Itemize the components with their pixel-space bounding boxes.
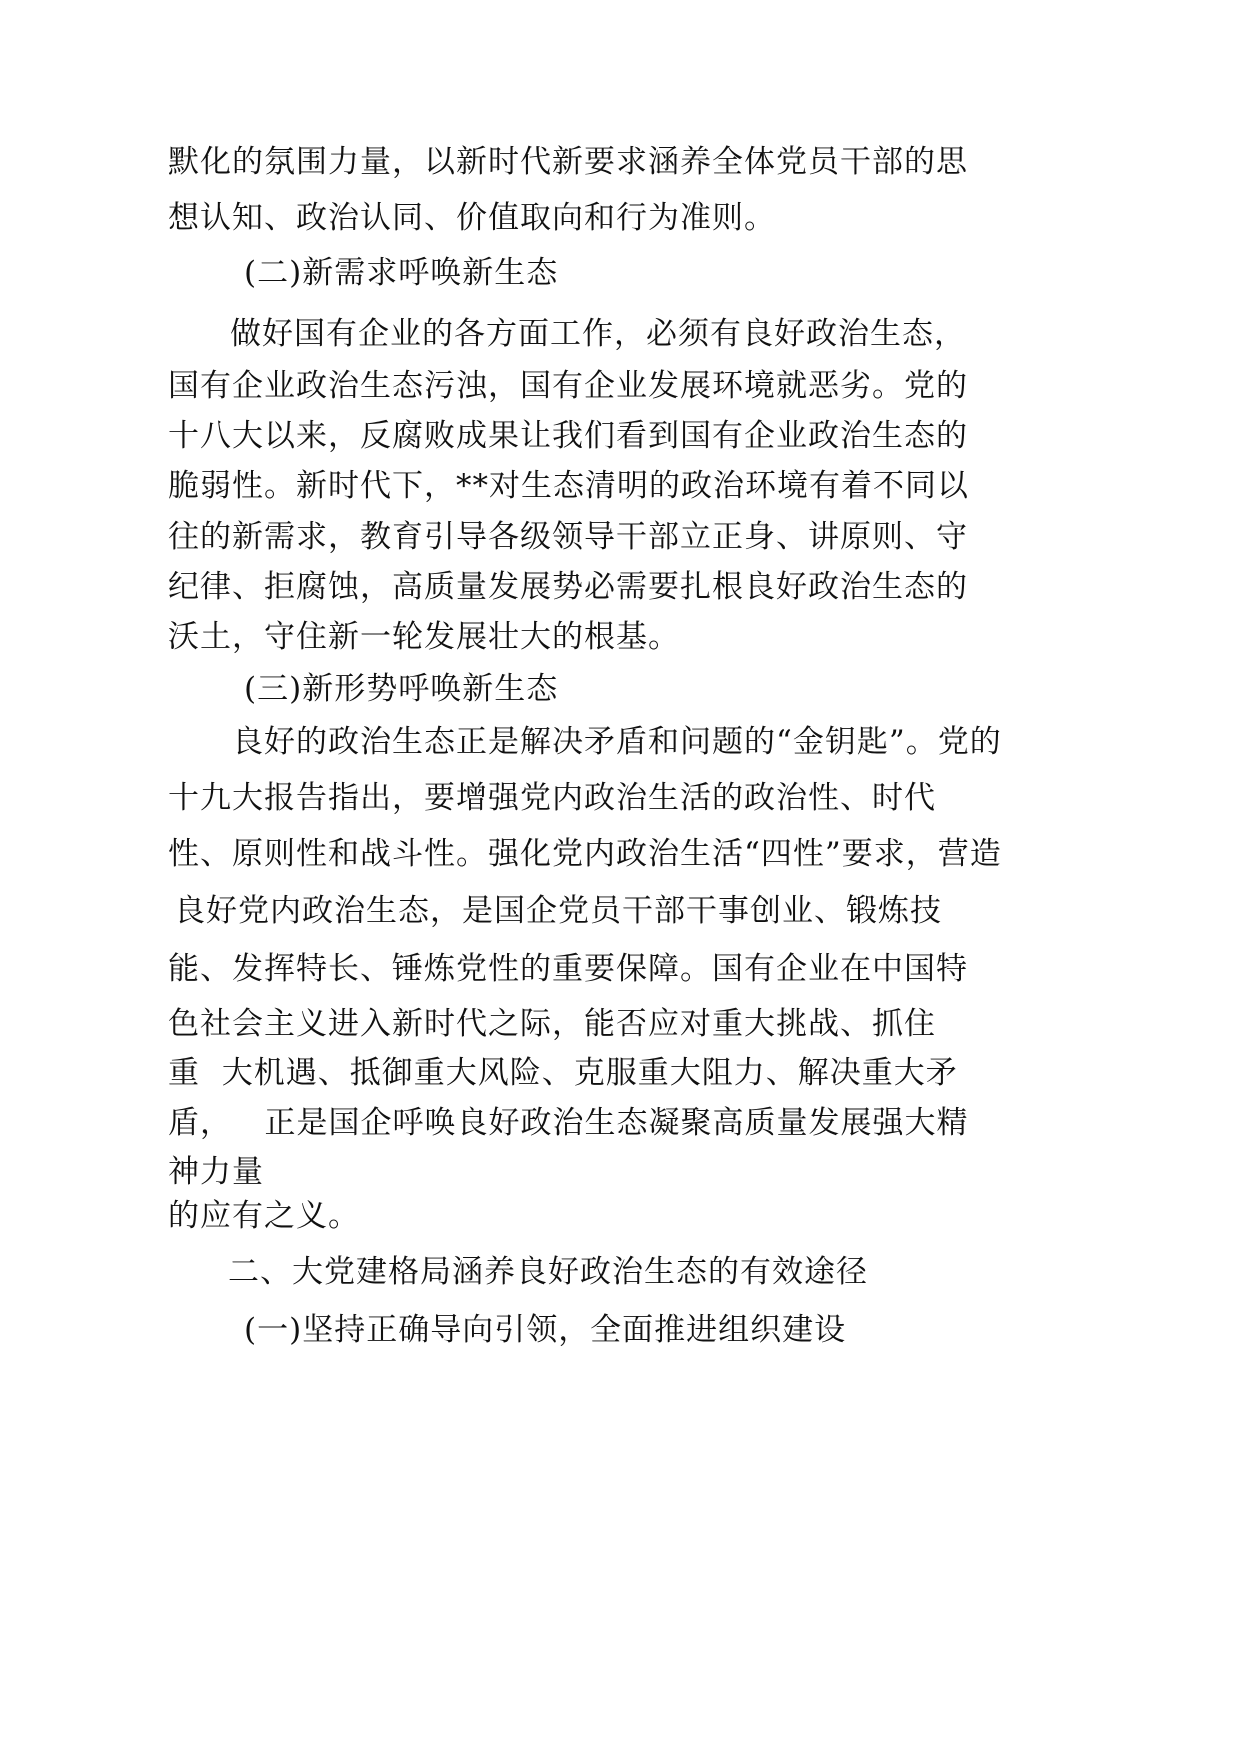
text-line: 默化的氛围力量，以新时代新要求涵养全体党员干部的思 (168, 144, 968, 180)
text-line: 盾， 正是国企呼唤良好政治生态凝聚高质量发展强大精 (168, 1105, 969, 1141)
text-line: 性、原则性和战斗性。强化党内政治生活“四性”要求，营造 (168, 836, 1002, 872)
section-heading: (二)新需求呼唤新生态 (244, 255, 559, 291)
text-line: 沃土，守住新一轮发展壮大的根基。 (168, 619, 680, 655)
text-line: 脆弱性。新时代下，**对生态清明的政治环境有着不同以 (168, 468, 969, 504)
chapter-heading: 二、大党建格局涵养良好政治生态的有效途径 (228, 1254, 868, 1290)
section-heading: (三)新形势呼唤新生态 (244, 671, 559, 707)
text-line: 十九大报告指出，要增强党内政治生活的政治性、时代 (168, 780, 936, 816)
text-line: 色社会主义进入新时代之际，能否应对重大挑战、抓住 (168, 1006, 936, 1042)
text-line: 良好党内政治生态，是国企党员干部干事创业、锻炼技 (174, 893, 942, 929)
text-line: 国有企业政治生态污浊，国有企业发展环境就恶劣。党的 (168, 368, 968, 404)
text-line: 良好的政治生态正是解决矛盾和问题的“金钥匙”。党的 (232, 724, 1002, 760)
text-line: 神力量 (168, 1154, 264, 1190)
text-line: 十八大以来，反腐败成果让我们看到国有企业政治生态的 (168, 418, 968, 454)
text-line: 能、发挥特长、锤炼党性的重要保障。国有企业在中国特 (168, 951, 968, 987)
text-line: 想认知、政治认同、价值取向和行为准则。 (168, 200, 776, 236)
text-line: 的应有之义。 (168, 1198, 360, 1234)
text-line: 重 大机遇、抵御重大风险、克服重大阻力、解决重大矛 (168, 1055, 958, 1091)
text-line: 纪律、拒腐蚀，高质量发展势必需要扎根良好政治生态的 (168, 569, 968, 605)
text-line: 往的新需求，教育引导各级领导干部立正身、讲原则、守 (168, 519, 968, 555)
section-heading: (一)坚持正确导向引领，全面推进组织建设 (244, 1312, 847, 1348)
text-line: 做好国有企业的各方面工作，必须有良好政治生态， (230, 316, 966, 352)
